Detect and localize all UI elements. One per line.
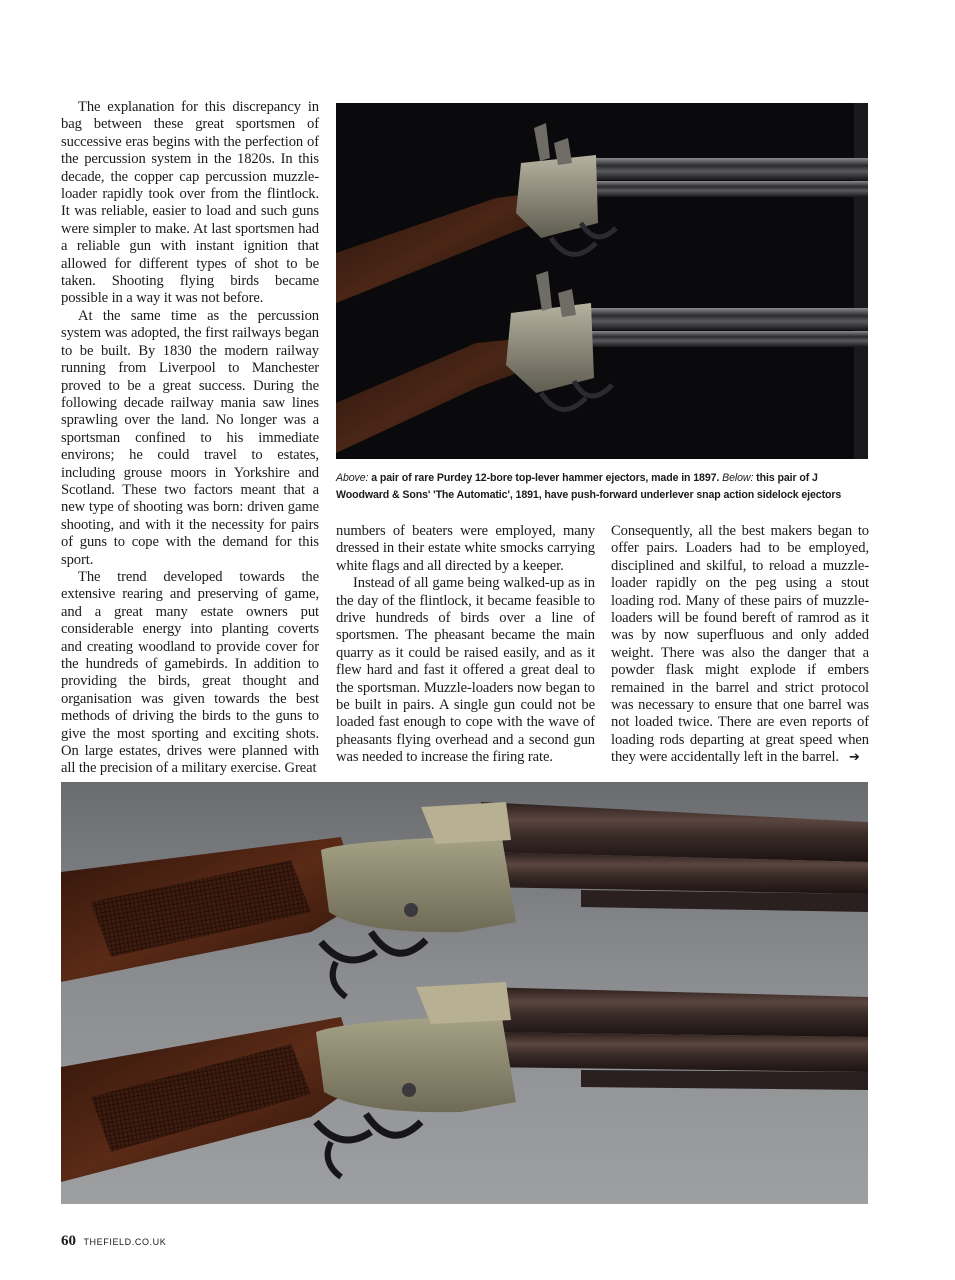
caption-below-text: this pair of J Woodward & Sons' 'The Automatic', 1891, have push-forward underlever snap action sidelock ejectors xyxy=(336,472,842,501)
photo-purdey-hammer-guns xyxy=(336,103,868,459)
arrow-right-icon: ➔ xyxy=(848,750,860,766)
caption-above-label: Above: xyxy=(336,472,369,484)
caption-below-label: Below: xyxy=(722,472,754,484)
article-paragraph: Instead of all game being walked-up as in the day of the flintlock, it became feasible to drive hundreds of birds over a line of sportsmen. The pheasant became the main quarry as it could be raised easily, and as it flew hard and fast it offered a great deal to the sportsman. Muzzle-loaders now began to be built in pairs. A single gun could not be loaded fast enough to cope with the wave of pheasants flying overhead and a second gun was needed to increase the firing rate. xyxy=(336,575,595,766)
article-paragraph-text: Consequently, all the best makers began to offer pairs. Loaders had to be employed, disciplined and skilful, to reload a muzzle-loader rapidly on the peg using a stout loading rod. Many of these pairs of muzzle-loaders will be found bereft of ramrod as it was by now superfluous and only added weight. There was also the danger that a powder flask might explode if embers remained in the barrel and strict protocol was necessary to ensure that one barrel was not loaded twice. There are even reports of loading rods departing at great speed when they were accidentally left in the barrel. xyxy=(611,523,869,766)
photo-woodward-sidelock-guns xyxy=(61,782,868,1204)
woodward-guns-illustration xyxy=(61,782,868,1204)
article-column-1 xyxy=(61,99,319,778)
photo-caption xyxy=(336,470,868,504)
article-paragraph: The explanation for this discrepancy in bag between these great sportsmen of successive eras begins with the perfection of the percussion system in the 1820s. In this decade, the copper cap percussion muzzle-loader rapidly took over from the flintlock. It was reliable, easier to load and such guns were simpler to make. At last sportsmen had a reliable gun with instant ignition that allowed for different types of shot to be taken. Shooting flying birds became possible in a way it was not before. xyxy=(61,99,319,307)
page-footer xyxy=(61,1232,166,1250)
article-paragraph: numbers of beaters were employed, many dressed in their estate white smocks carrying white flags and all directed by a keeper. xyxy=(336,523,595,574)
article-column-2 xyxy=(336,523,595,767)
page-number: 60 xyxy=(61,1233,76,1249)
article-column-3 xyxy=(611,523,869,767)
article-paragraph: At the same time as the percussion system was adopted, the first railways began to be built. By 1830 the modern railway running from Liverpool to Manchester proved to be a great success. During the following decade railway mania saw lines sprawling over the land. No longer was a sportsman confined to his immediate environs; he could travel to estates, including grouse moors in Yorkshire and Scotland. These two factors meant that a new type of shooting was born: driven game shooting, and with it the necessity for pairs of guns to cope with the demand for this sport. xyxy=(61,307,319,568)
article-paragraph xyxy=(611,523,869,767)
site-name: THEFIELD.CO.UK xyxy=(83,1237,167,1247)
purdey-guns-illustration xyxy=(336,103,868,459)
caption-above-text: a pair of rare Purdey 12-bore top-lever hammer ejectors, made in 1897. xyxy=(371,472,720,484)
article-paragraph: The trend developed towards the extensive rearing and preserving of game, and a great many estate owners put considerable energy into planting coverts and creating woodland to provide cover for the hundreds of gamebirds. In addition to providing the birds, great thought and organisation was given towards the best methods of driving the birds to the guns to give the most sporting and exciting shots. On large estates, drives were planned with all the precision of a military exercise. Great xyxy=(61,568,319,777)
